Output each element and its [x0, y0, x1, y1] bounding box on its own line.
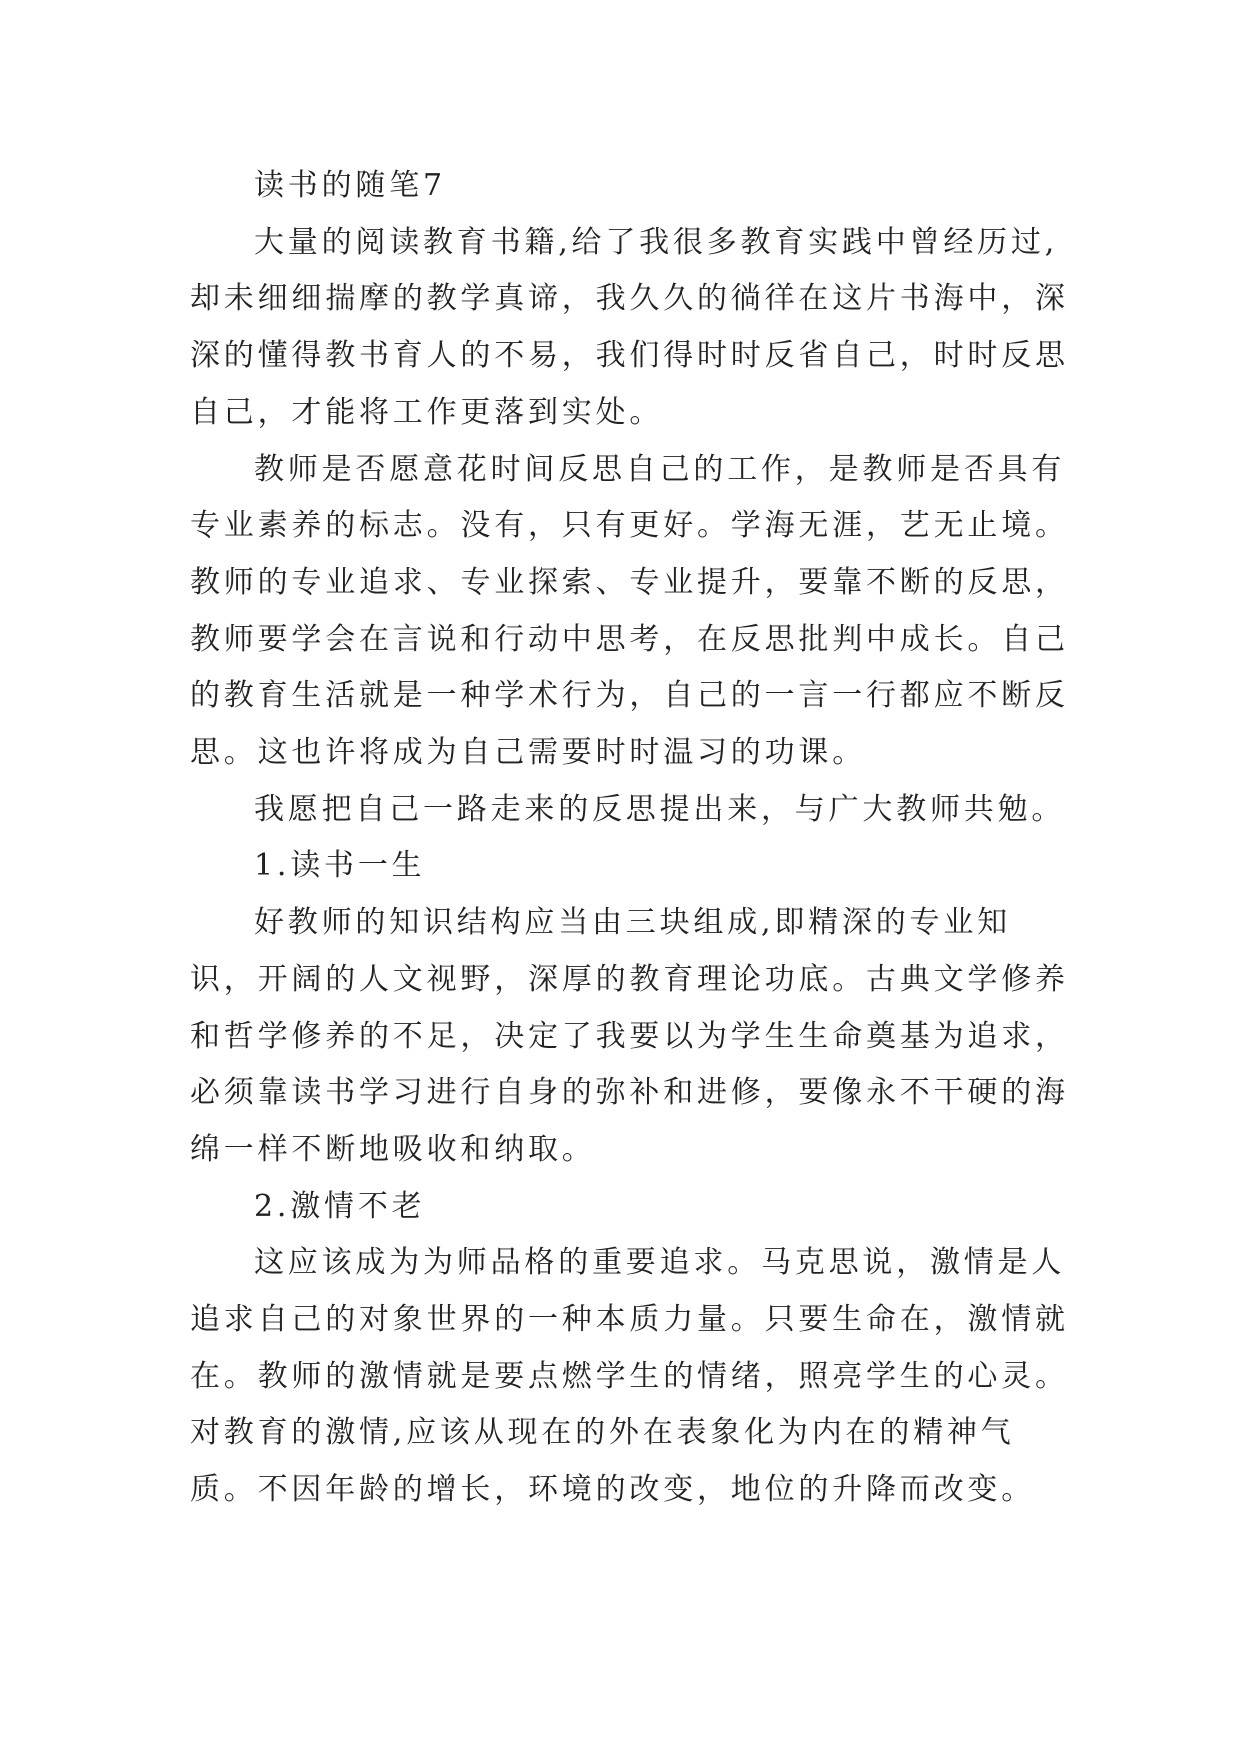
section-heading-2: 2.激情不老 — [254, 1188, 426, 1224]
paragraph-3: 我愿把自己一路走来的反思提出来，与广大教师共勉。 — [254, 791, 1066, 827]
document-body — [190, 158, 1070, 1519]
document-title: 读书的随笔7 — [254, 168, 446, 203]
section-body-1: 好教师的知识结构应当由三块组成,即精深的专业知识，开阔的人文视野，深厚的教育理论功底。古典文学修养和哲学修养的不足，决定了我要以为学生生命奠基为追求，必须靠读书学习进行自身的弥补和进修，要像永不干硬的海绵一样不断地吸收和纳取。 — [190, 905, 1069, 1167]
section-body-2: 这应该成为为师品格的重要追求。马克思说，激情是人追求自己的对象世界的一种本质力量。只要生命在，激情就在。教师的激情就是要点燃学生的情绪，照亮学生的心灵。对教育的激情,应该从现在的外在表象化为内在的精神气质。不因年龄的增长，环境的改变，地位的升降而改变。 — [190, 1245, 1069, 1508]
paragraph-1: 大量的阅读教育书籍,给了我很多教育实践中曾经历过,却未细细揣摩的教学真谛，我久久的徜徉在这片书海中，深深的懂得教书育人的不易，我们得时时反省自己，时时反思自己，才能将工作更落到实处。 — [190, 224, 1069, 430]
section-heading-1: 1.读书一生 — [254, 848, 426, 884]
paragraph-2: 教师是否愿意花时间反思自己的工作，是教师是否具有专业素养的标志。没有，只有更好。学海无涯，艺无止境。教师的专业追求、专业探索、专业提升，要靠不断的反思，教师要学会在言说和行动中思考，在反思批判中成长。自己的教育生活就是一种学术行为，自己的一言一行都应不断反思。这也许将成为自己需要时时温习的功课。 — [190, 451, 1069, 771]
